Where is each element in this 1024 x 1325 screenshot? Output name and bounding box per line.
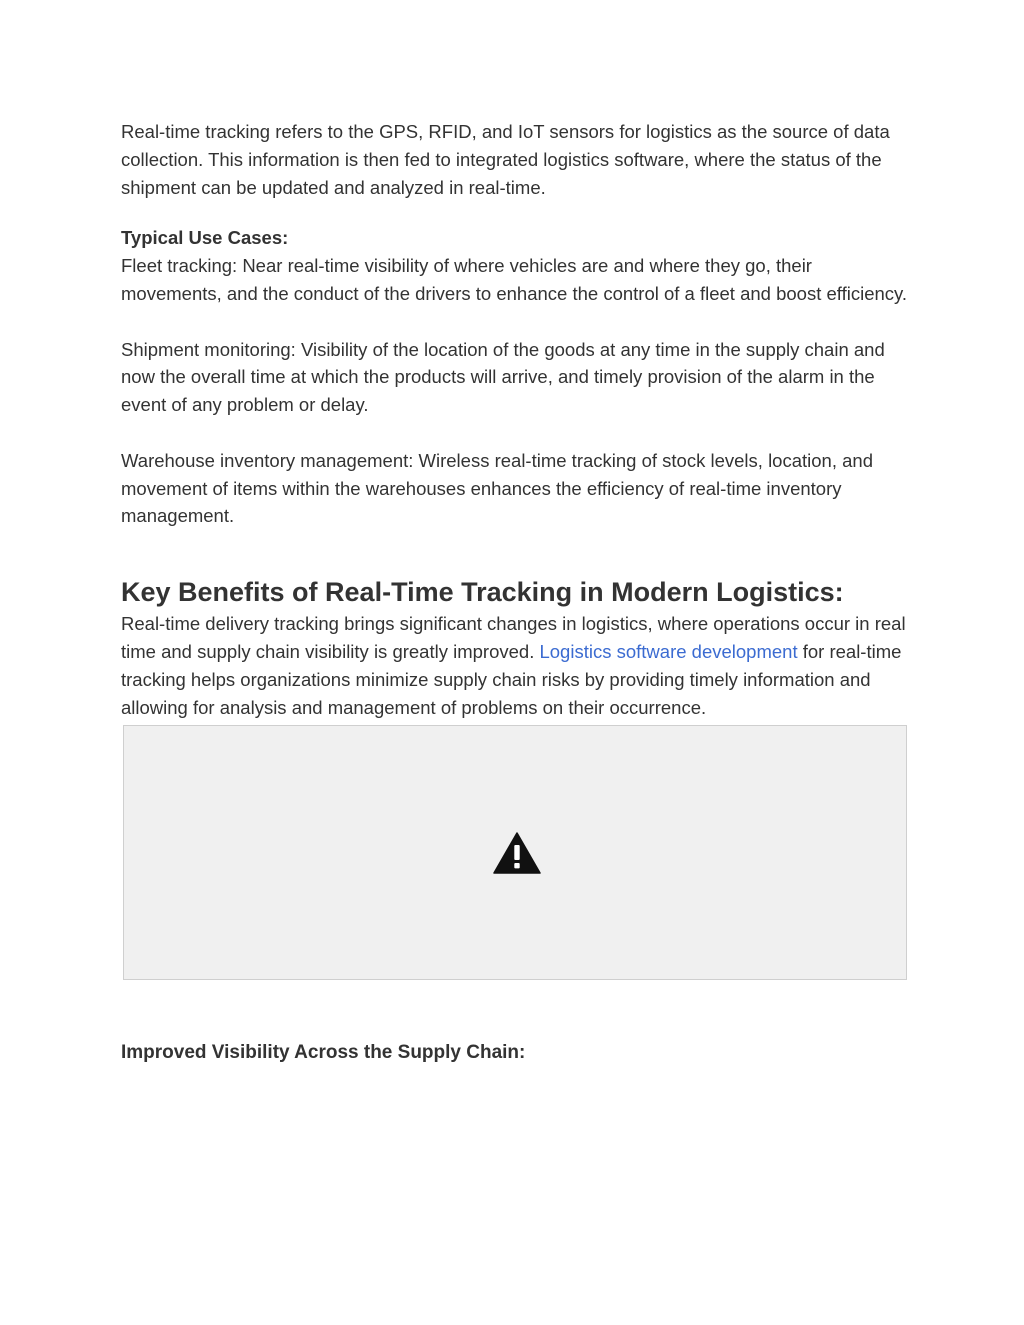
- use-case-shipment-monitoring: Shipment monitoring: Visibility of the location of the goods at any time in the supply chain and now the overall time at which the products will arrive, and timely provision of the alarm in the event of any problem or delay.: [121, 338, 885, 416]
- logistics-software-development-link[interactable]: Logistics software development: [539, 640, 798, 662]
- use-case-warehouse-inventory: Warehouse inventory management: Wireless real-time tracking of stock levels, location, and movement of items within the warehouses enhances the efficiency of real-time inventory management.: [121, 449, 873, 527]
- broken-image-placeholder: [123, 725, 907, 980]
- benefits-text-after-link: for real-time tracking helps organizations minimize supply chain risks by providing timely information and allowing for analysis and management of problems on their occurrence.: [121, 640, 902, 718]
- benefits-text-before-link: Real-time delivery tracking brings significant changes in logistics, where operations occur in real time and supply chain visibility is greatly improved.: [121, 613, 906, 662]
- key-benefits-heading: Key Benefits of Real-Time Tracking in Modern Logistics:: [121, 577, 844, 608]
- improved-visibility-heading: Improved Visibility Across the Supply Chain:: [121, 1042, 526, 1064]
- warning-icon: [493, 832, 541, 874]
- paragraph-gap: [121, 419, 911, 447]
- use-case-fleet-tracking: Fleet tracking: Near real-time visibility of where vehicles are and where they go, their movements, and the conduct of the drivers to enhance the control of a fleet and boost efficiency.: [121, 255, 908, 304]
- use-cases-heading: Typical Use Cases:: [121, 227, 289, 249]
- intro-paragraph: Real-time tracking refers to the GPS, RFID, and IoT sensors for logistics as the source of data collection. This information is then fed to integrated logistics software, where the status of the shipment can be updated and analyzed in real-time.: [121, 121, 890, 198]
- benefits-paragraph: [121, 610, 911, 721]
- paragraph-gap: [121, 308, 911, 336]
- document-page: [121, 118, 911, 1067]
